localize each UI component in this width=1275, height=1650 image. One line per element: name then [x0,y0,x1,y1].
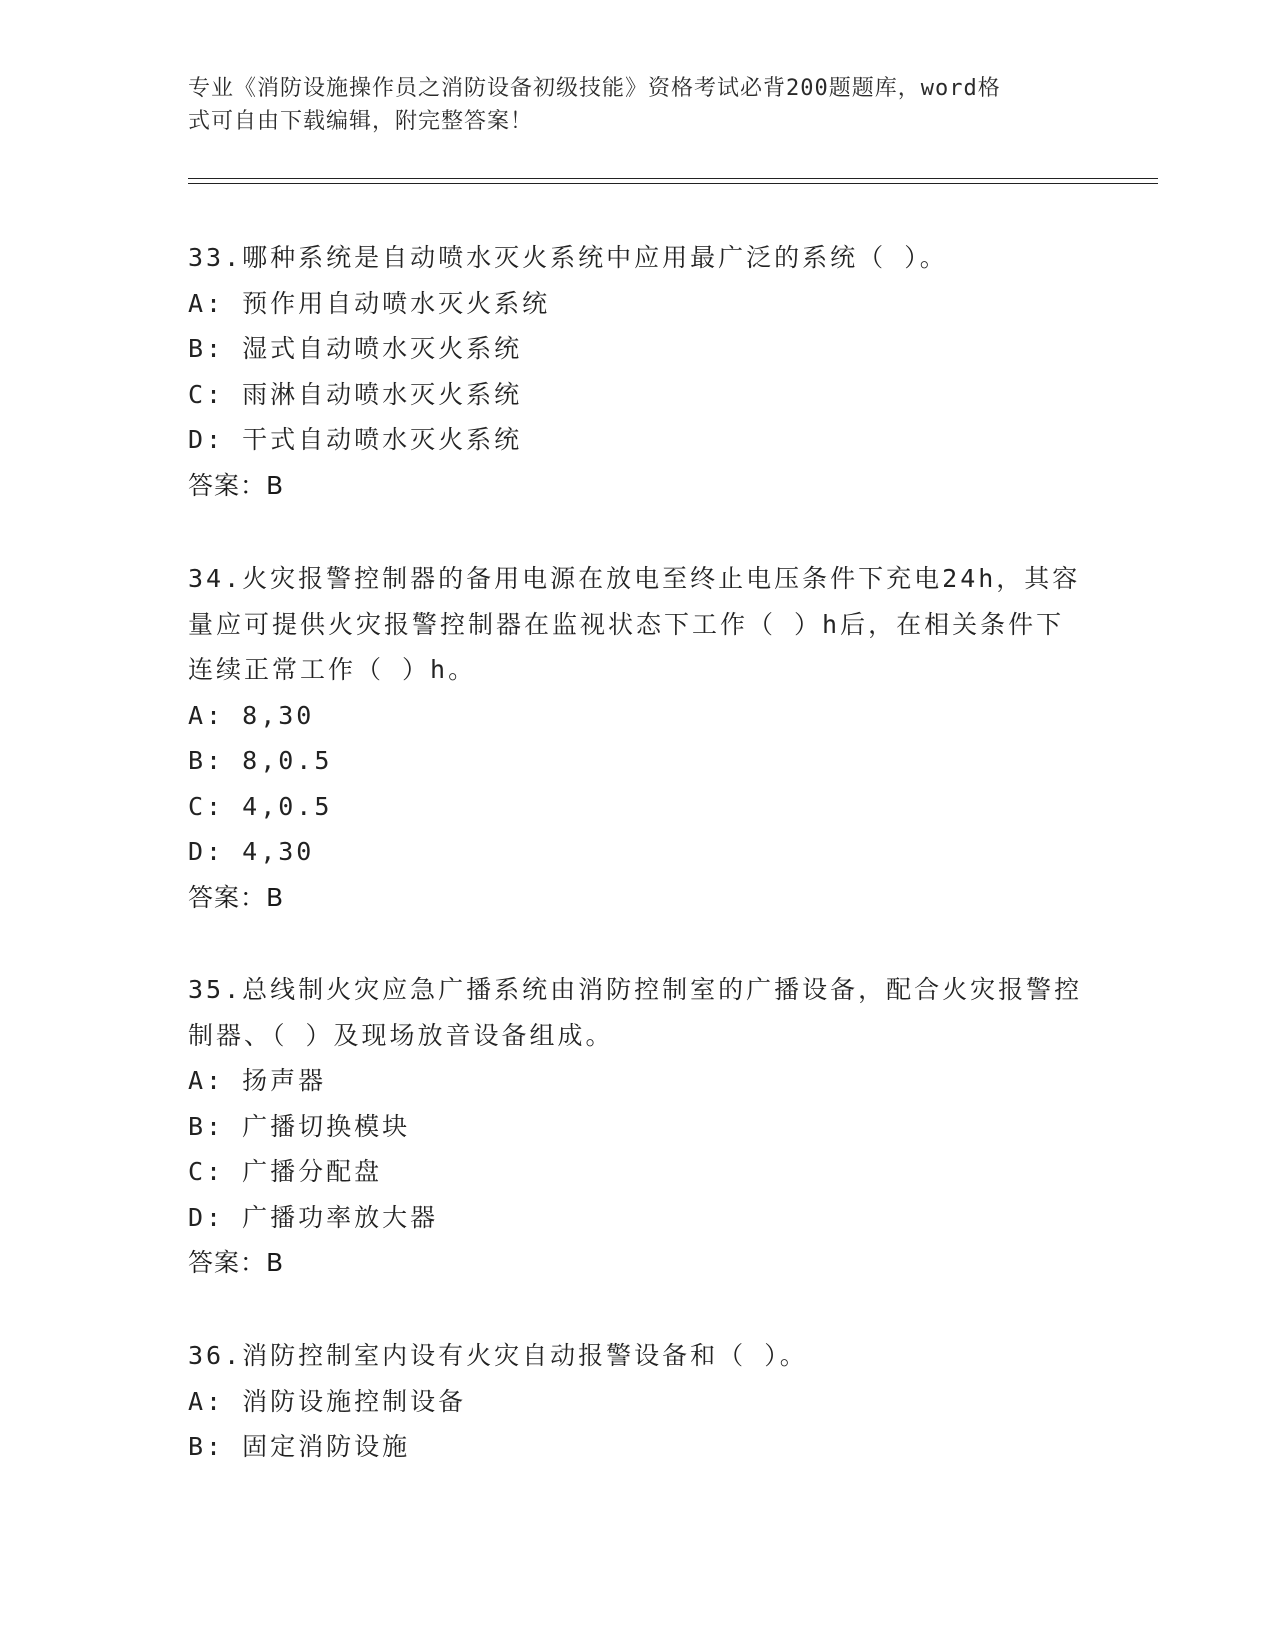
question-text: 33.哪种系统是自动喷水灭火系统中应用最广泛的系统（ ）。 [188,243,948,272]
question-33 [188,235,1088,508]
option-c: C: 雨淋自动喷水灭火系统 [188,379,523,409]
answer: 答案：B [188,470,285,500]
question-36 [188,1333,1088,1470]
option-c: C: 广播分配盘 [188,1157,383,1186]
question-text: 36.消防控制室内设有火灾自动报警设备和（ ）。 [188,1341,808,1370]
option-d: D: 4,30 [188,837,315,866]
option-b: B: 8,0.5 [188,746,333,775]
document-header [188,72,1068,138]
header-line-2: 式可自由下载编辑，附完整答案！ [188,109,534,134]
option-b: B: 湿式自动喷水灭火系统 [188,334,523,363]
answer: 答案：B [188,882,285,912]
option-a: A: 8,30 [188,700,315,730]
option-a: A: 预作用自动喷水灭火系统 [188,288,551,318]
option-a: A: 扬声器 [188,1066,327,1095]
header-divider-top [188,178,1158,179]
option-c: C: 4,0.5 [188,791,333,821]
header-divider-bottom [188,183,1158,184]
question-34 [188,556,1088,920]
option-d: D: 广播功率放大器 [188,1202,439,1232]
option-b: B: 固定消防设施 [188,1432,411,1461]
question-35 [188,967,1088,1286]
option-b: B: 广播切换模块 [188,1111,411,1141]
option-d: D: 干式自动喷水灭火系统 [188,425,523,454]
option-a: A: 消防设施控制设备 [188,1386,467,1416]
answer: 答案：B [188,1248,285,1277]
header-line-1: 专业《消防设施操作员之消防设备初级技能》资格考试必背200题题库，word格 [188,76,1001,101]
question-text: 34.火灾报警控制器的备用电源在放电至终止电压条件下充电24h，其容量应可提供火灾报警控制器在监视状态下工作（ ）h后，在相关条件下连续正常工作（ ）h。 [188,564,1081,684]
question-text: 35.总线制火灾应急广播系统由消防控制室的广播设备，配合火灾报警控制器、（ ）及现场放音设备组成。 [188,975,1083,1050]
